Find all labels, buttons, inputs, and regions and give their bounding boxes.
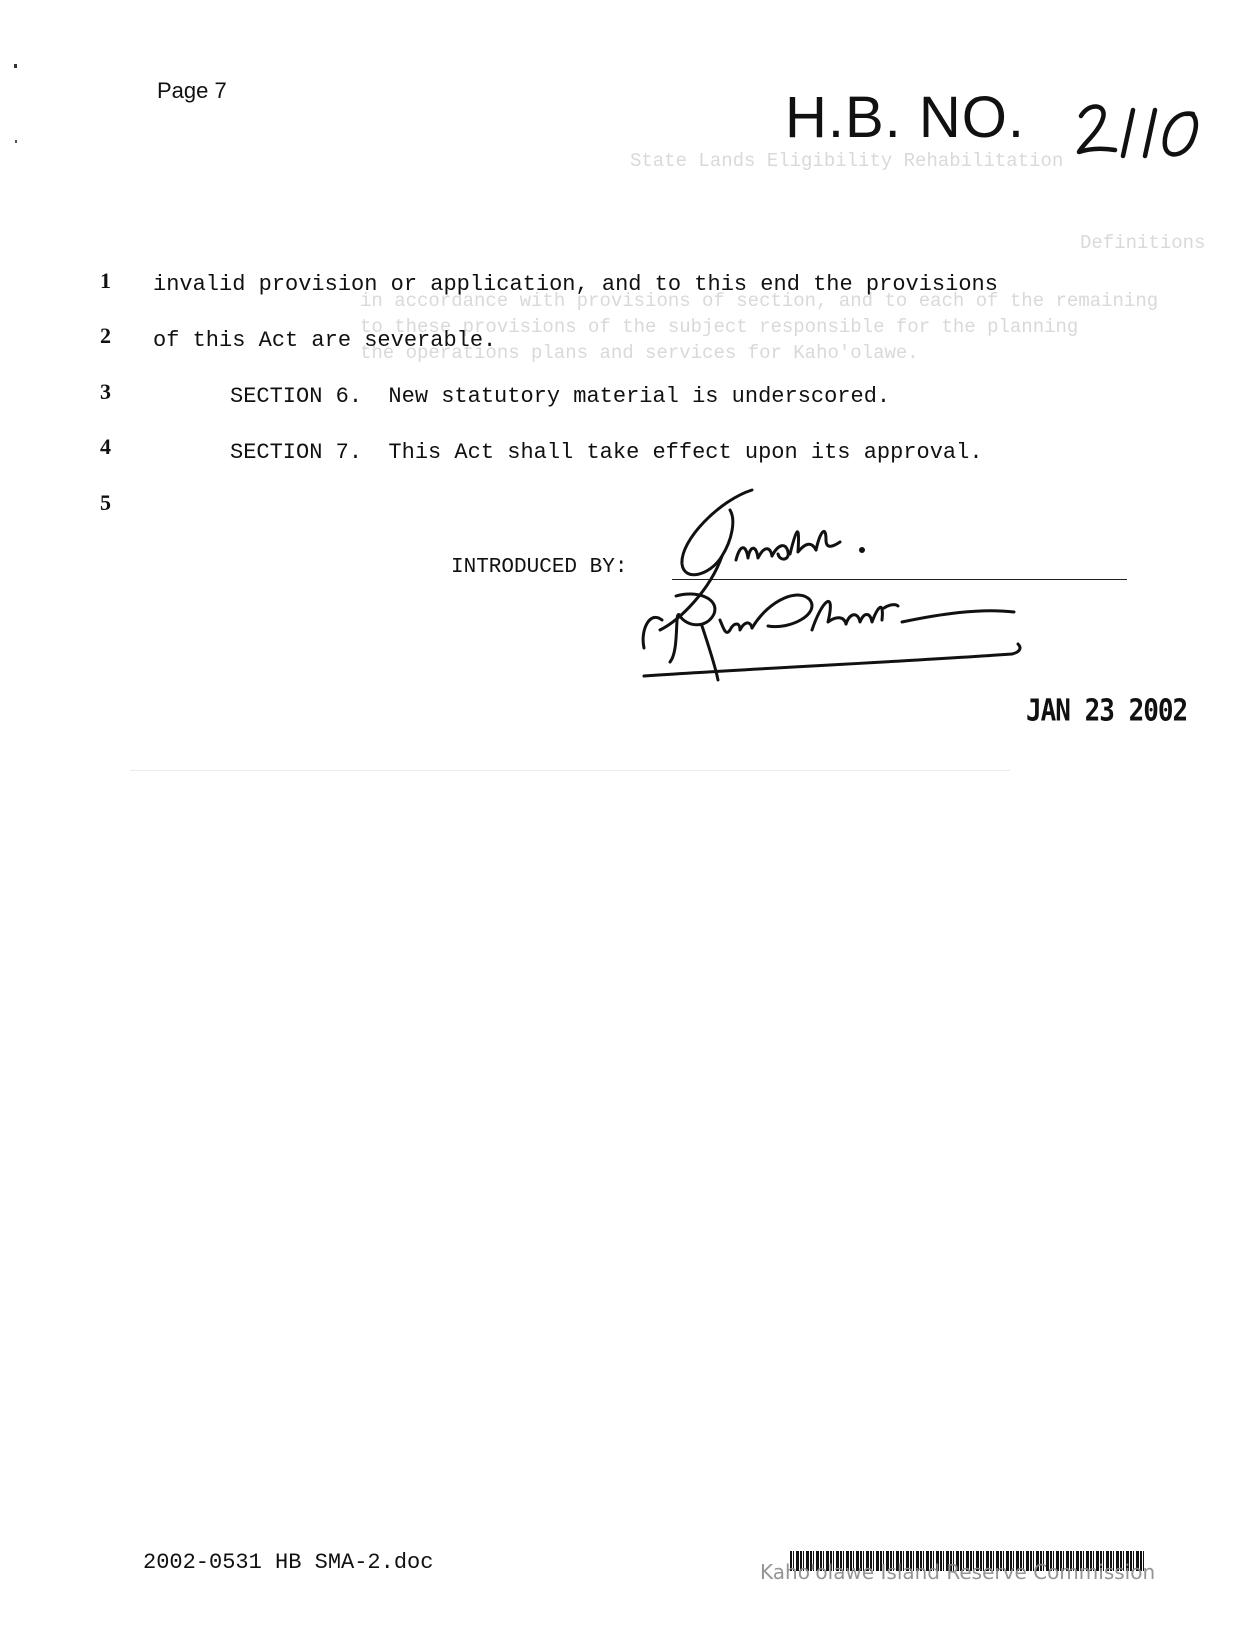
scan-speck [14,64,17,68]
signatures [640,480,1080,700]
bleed-through-text: State Lands Eligibility Rehabilitation [630,150,1064,172]
scan-speck [15,140,17,143]
bleed-through-text: Definitions [1080,232,1206,254]
bleed-through-text: in accordance with provisions of section, and to each of the remaining [360,290,1159,312]
page-label: Page 7 [157,78,227,103]
document-filename: 2002-0531 HB SMA-2.doc [143,1550,434,1575]
line-number-5: 5 [100,490,111,515]
body-line-4: SECTION 7. This Act shall take effect upon its approval. [230,440,983,465]
body-line-1: invalid provision or application, and to this end the provisions [153,272,998,297]
bleed-through-text: the operations plans and services for Kaho'olawe. [360,342,919,364]
scan-line [130,770,1010,771]
body-line-3: SECTION 6. New statutory material is underscored. [230,384,891,409]
bill-number-handwritten [1075,98,1215,168]
bleed-through-text: to these provisions of the subject responsible for the planning [360,316,1079,338]
body-line-2: of this Act are severable. [153,328,497,353]
line-number-1: 1 [100,268,111,293]
line-number-4: 4 [100,434,111,459]
date-stamp: JAN 23 2002 [1026,694,1188,729]
line-number-2: 2 [100,323,111,348]
introduced-by-label: INTRODUCED BY: [451,556,628,579]
line-number-3: 3 [100,379,111,404]
bill-prefix: H.B. NO. [785,85,1026,150]
archive-watermark: Kaho'olawe Island Reserve Commission [760,1560,1156,1584]
